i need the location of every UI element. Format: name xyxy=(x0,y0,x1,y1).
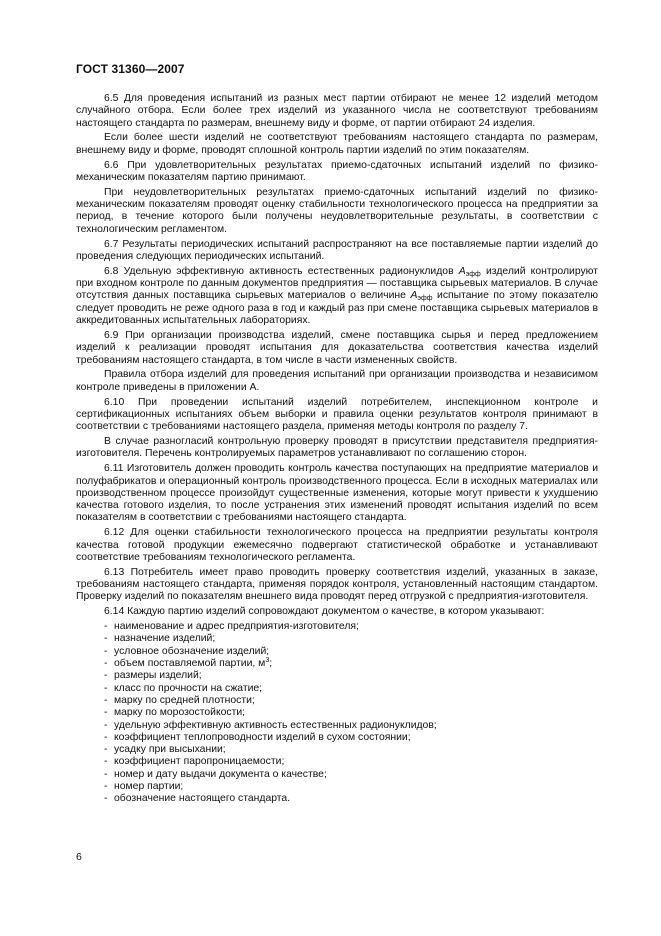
paragraph-6-5-cont: Если более шести изделий не соответствуют требованиям настоящего стандарта по размерам, внешнему виду и форме, проводят сплошной контроль партии изделий по этим показателям. xyxy=(76,132,598,156)
paragraph-6-13: 6.13 Потребитель имеет право проводить проверку соответствия изделий, указанных в заказе, требованиям настоящего стандарта, применяя порядок контроля, установленный настоящим стандартом. Проверку изделий по показателям внешнего вида проводят перед отгрузкой с предприятия-изготовителя. xyxy=(76,566,598,603)
paragraph-6-10-cont: В случае разногласий контрольную проверку проводят в присутствии представителя предприятия-изготовителя. Перечень контролируемых параметров устанавливают по соглашению сторон. xyxy=(76,436,598,460)
paragraph-6-10: 6.10 При проведении испытаний изделий потребителем, инспекционном контроле и сертификационных испытаниях объем выборки и правила оценки результатов контроля принимают в соответствии с требованиями настоящего раздела, применяя методы контроля по разделу 7. xyxy=(76,396,598,433)
list-item: - условное обозначение изделий; xyxy=(104,645,270,657)
list-item: - назначение изделий; xyxy=(104,633,216,645)
aeff-symbol: A xyxy=(458,265,466,277)
paragraph-6-8 xyxy=(76,266,598,327)
paragraph-6-6: 6.6 При удовлетворительных результатах приемо-сдаточных испытаний изделий по физико-механическим показателям партию принимают. xyxy=(76,159,598,183)
list-item: - наименование и адрес предприятия-изготовителя; xyxy=(104,621,359,633)
list-item: - номер и дату выдачи документа о качестве; xyxy=(104,768,327,780)
superscript-3: 3 xyxy=(265,657,270,665)
list-item: - класс по прочности на сжатие; xyxy=(104,682,263,694)
document-header: ГОСТ 31360—2007 xyxy=(76,62,185,76)
aeff-symbol: A xyxy=(410,290,418,302)
paragraph-6-8-part-c: испытание по этому показателю следует проводить не реже одного раза в год и каждый раз при смене поставщика сырьевых материалов в аккредитованных испытательных лабораториях. xyxy=(76,290,598,327)
paragraph-6-9-cont: Правила отбора изделий для проведения испытаний при организации производства и независимом контроле приведены в приложении А. xyxy=(76,369,598,393)
list-item: - коэффициент паропроницаемости; xyxy=(104,756,285,768)
quality-document-list xyxy=(76,621,598,805)
paragraph-6-12: 6.12 Для оценки стабильности технологического процесса на предприятии результаты контроля качества готовой продукции ежемесячно подвергают статистической обработке и устанавливают соответствие требованиям технологического регламента. xyxy=(76,527,598,563)
paragraph-6-8-part-a: 6.8 Удельную эффективную активность естественных радионуклидов xyxy=(104,265,459,277)
paragraph-6-9: 6.9 При организации производства изделий, смене поставщика сырья и перед предложением изделий к реализации проводят испытания для доказательства соответствия качества изделий требованиям настоящего стандарта, в том числе в части измененных свойств. xyxy=(76,329,598,366)
page-number: 6 xyxy=(76,851,82,863)
paragraph-6-7: 6.7 Результаты периодических испытаний распространяют на все поставляемые партии изделий до проведения следующих периодических испытаний. xyxy=(76,238,598,262)
list-item: - объем поставляемой партии, $м^3$; xyxy=(104,657,273,670)
list-item: - обозначение настоящего стандарта. xyxy=(104,793,291,805)
list-item: - номер партии; xyxy=(104,781,184,793)
paragraph-6-11: 6.11 Изготовитель должен проводить контроль качества поступающих на предприятие материалов и полуфабрикатов и операционный контроль производственного процесса. Если в исходных материалах или производственном процессе произойдут существенные изменения, которые могут привести к ухудшению качества готового изделия, то после устранения этих изменений проводят испытания изделий по всем показателям в соответствии с требованиями настоящего стандарта. xyxy=(76,463,598,524)
paragraph-6-6-cont: При неудовлетворительных результатах приемо-сдаточных испытаний изделий по физико-механическим показателям проводят оценку стабильности технологического процесса на предприятии за период, в течение которого были получены неудовлетворительные результаты, в соответствии с технологическим регламентом. xyxy=(76,186,598,235)
aeff-subscript: эфф xyxy=(465,270,481,278)
paragraph-6-8-part-b: изделий контролируют при входном контроле по данным документов предприятия — поставщика сырьевых материалов. В случае отсутствия данных поставщика сырьевых материалов о величине xyxy=(76,265,598,302)
document-body xyxy=(76,93,598,806)
list-item: - коэффициент теплопроводности изделий в сухом состоянии; xyxy=(104,731,411,743)
list-item: - размеры изделий; xyxy=(104,670,202,682)
list-item: - удельную эффективную активность естественных радионуклидов; xyxy=(104,719,437,731)
list-item: - усадку при высыхании; xyxy=(104,744,226,756)
aeff-subscript: эфф xyxy=(417,295,433,303)
paragraph-6-5: 6.5 Для проведения испытаний из разных мест партии отбирают не менее 12 изделий методом случайного отбора. Если более трех изделий из указанного числа не соответствуют требованиям настоящего стандарта по размерам, внешнему виду и форме, от партии отбирают 24 изделия. xyxy=(76,93,598,129)
paragraph-6-14: 6.14 Каждую партию изделий сопровождают документом о качестве, в котором указывают: xyxy=(104,606,545,618)
list-item: - марку по средней плотности; xyxy=(104,694,255,706)
list-item: - марку по морозостойкости; xyxy=(104,707,246,719)
